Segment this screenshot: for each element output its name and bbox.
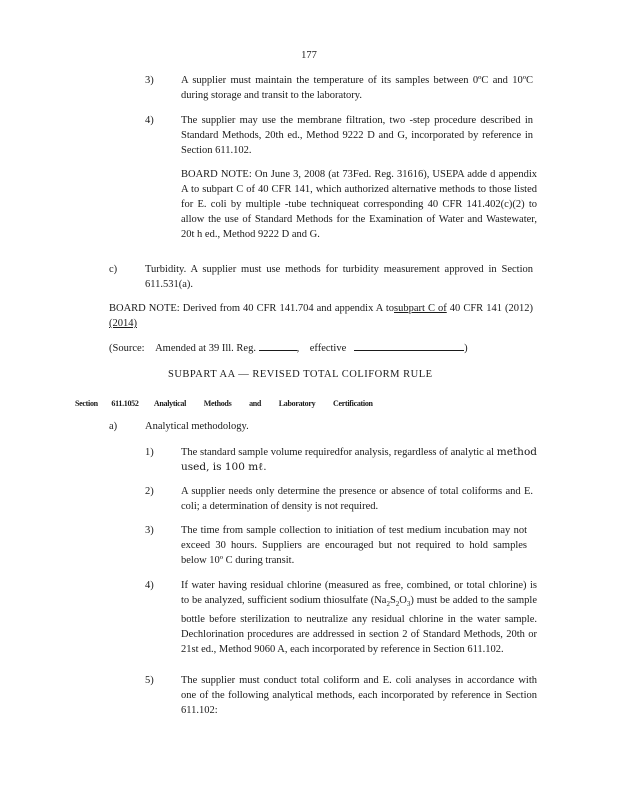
note-middle: 40 CFR 141 (2012)	[446, 303, 533, 314]
blank-line	[354, 350, 464, 351]
item-number: 3)	[145, 525, 154, 536]
source-amended: Amended at 39 Ill. Reg.	[155, 343, 256, 354]
subscript: 2	[386, 600, 390, 609]
item-text: Turbidity. A supplier must use methods for turbidity measurement approved in Section 611.531(a).	[145, 264, 533, 290]
item-number: 4)	[145, 580, 154, 591]
item-text	[181, 445, 537, 475]
source-line	[109, 341, 539, 356]
item-letter: c)	[109, 264, 118, 275]
source-comma: ,	[296, 343, 300, 354]
subpart-heading: SUBPART AA — REVISED TOTAL COLIFORM RULE	[168, 369, 433, 380]
board-note-derived	[109, 301, 533, 331]
item-text-part: ) must be added to the sample bottle before sterilization to neutralize any residual chlorine in the water sample. Dechlorination procedures are addressed in section 2 of Standard Methods, 20th or 21st ed., Method 9060 A, each incorporated by reference in Section 611.102.	[181, 595, 537, 656]
section-caption	[75, 396, 373, 411]
item-text-part: method used, is 100 mℓ.	[181, 446, 537, 473]
item-number: 2)	[145, 486, 154, 497]
source-close: )	[464, 343, 468, 354]
item-number: 1)	[145, 447, 154, 458]
section-number: 611.1052	[111, 399, 139, 408]
note-prefix: BOARD NOTE: Derived from 40 CFR 141.704 and appendix A to	[109, 303, 394, 314]
section-label: Section	[75, 399, 98, 408]
item-text: The supplier may use the membrane filtration, two -step procedure described in Standard Methods, 20th ed., Method 9222 D and G, incorporated by reference in Section 611.102.	[181, 115, 533, 156]
item-number: 3)	[145, 75, 154, 86]
source-prefix: (Source:	[109, 343, 145, 354]
item-text	[181, 578, 537, 657]
blank-line	[259, 350, 297, 351]
item-text: A supplier must maintain the temperature of its samples between 0ºC and 10ºC during storage and transit to the laboratory.	[181, 75, 533, 101]
page-number: 177	[301, 50, 317, 61]
item-text: The supplier must conduct total coliform and E. coli analyses in accordance with one of the following analytical methods, each incorporated by reference in Section 611.102:	[181, 675, 537, 716]
section-title: Analytical Methods and Laboratory Certification	[153, 399, 373, 408]
item-text-part: If water having residual chlorine (measured as free, combined, or total chlorine) is to be analyzed, sufficient sodium thiosulfate (Na	[181, 580, 537, 606]
item-text: Analytical methodology.	[145, 421, 249, 432]
board-note: BOARD NOTE: On June 3, 2008 (at 73Fed. Reg. 31616), USEPA adde d appendix A to subpart C of 40 CFR 141, which authorized alternative methods to those listed for E. coli by multiple -tube techniqueat corresponding 40 CFR 141.402(c)(2) to allow the use of Standard Methods for the Examination of Water and Wastewater, 20t h ed., Method 9222 D and G.	[181, 169, 537, 240]
subscript: 3	[406, 600, 411, 609]
item-number: 5)	[145, 675, 154, 686]
source-effective: effective	[309, 343, 347, 354]
item-text: A supplier needs only determine the presence or absence of total coliforms and E. coli; a determination of density is not required.	[181, 486, 533, 512]
item-letter: a)	[109, 421, 118, 432]
inserted-text: subpart C of	[394, 303, 447, 314]
item-text: The time from sample collection to initiation of test medium incubation may not exceed 30 hours. Suppliers are encouraged but not required to hold samples below 10º C during transit.	[181, 525, 527, 566]
item-text-part: The standard sample volume requiredfor analysis, regardless of analytic al	[181, 447, 495, 458]
item-number: 4)	[145, 115, 154, 126]
inserted-text: (2014)	[109, 318, 137, 329]
item-text-part: O	[399, 595, 407, 606]
subscript: 2	[395, 600, 400, 609]
item-text-part: S	[389, 595, 396, 606]
